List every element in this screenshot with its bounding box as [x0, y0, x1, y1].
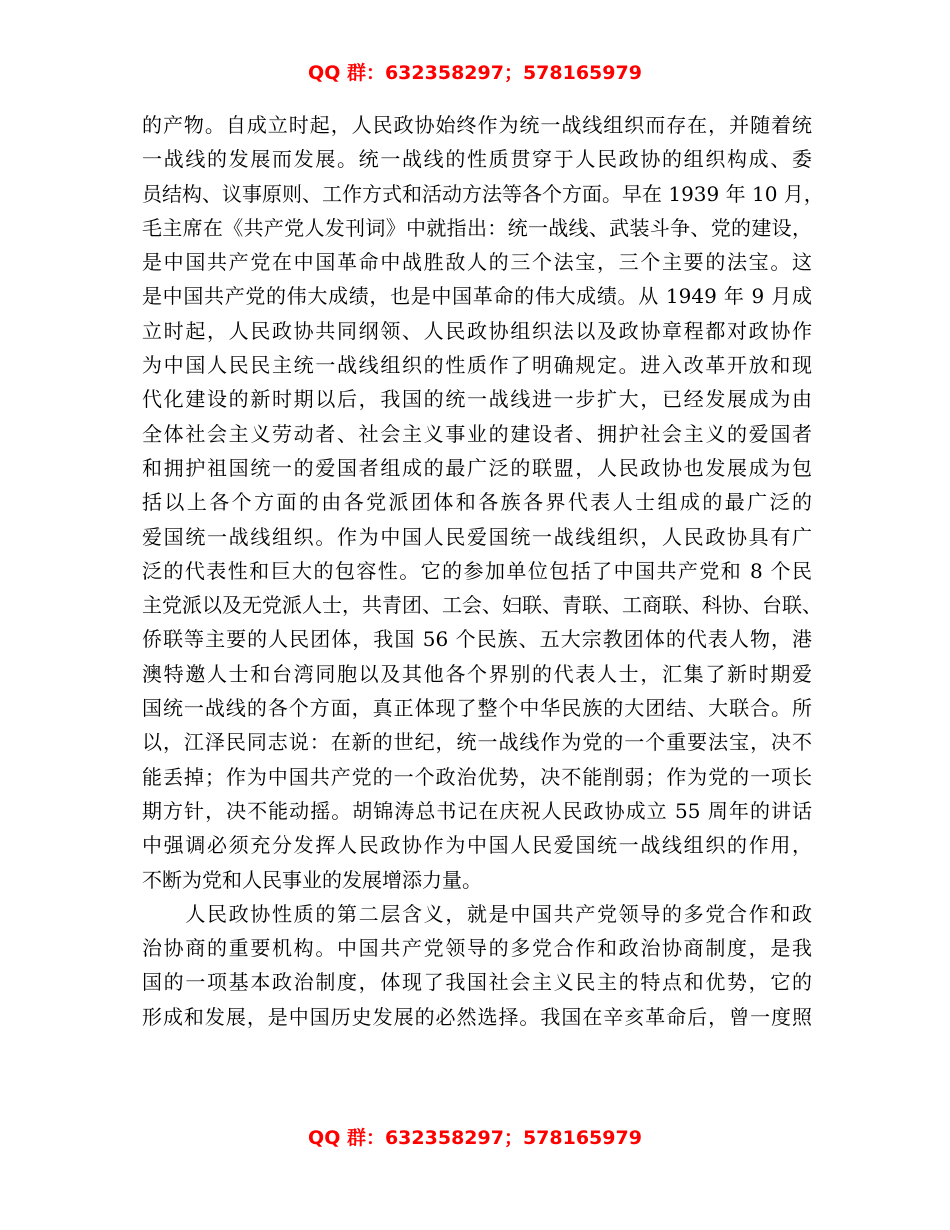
- text-line: 国的一项基本政治制度，体现了我国社会主义民主的特点和优势，它的: [142, 970, 812, 995]
- text-line: 毛主席在《共产党人发刊词》中就指出：统一战线、武装斗争、党的建设，: [142, 215, 812, 240]
- body-text: [142, 108, 824, 1034]
- text-line: 侨联等主要的人民团体，我国 56 个民族、五大宗教团体的代表人物，港: [142, 627, 812, 652]
- text-line: 立时起，人民政协共同纲领、人民政协组织法以及政协章程都对政协作: [142, 318, 812, 343]
- text-line: 是中国共产党的伟大成绩，也是中国革命的伟大成绩。从 1949 年 9 月成: [142, 284, 812, 309]
- text-line: 括以上各个方面的由各党派团体和各族各界代表人士组成的最广泛的: [142, 490, 812, 515]
- header-watermark: QQ 群：632358297；578165979: [308, 62, 642, 84]
- text-line: 人民政协性质的第二层含义，就是中国共产党领导的多党合作和政: [142, 901, 812, 926]
- paragraph-1: [142, 108, 824, 897]
- text-line: 的产物。自成立时起，人民政协始终作为统一战线组织而存在，并随着统: [142, 113, 812, 137]
- text-line: 澳特邀人士和台湾同胞以及其他各个界别的代表人士，汇集了新时期爱: [142, 661, 812, 686]
- text-line: 代化建设的新时期以后，我国的统一战线进一步扩大，已经发展成为由: [142, 387, 812, 412]
- text-line: 和拥护祖国统一的爱国者组成的最广泛的联盟，人民政协也发展成为包: [142, 455, 812, 480]
- text-line: 中强调必须充分发挥人民政协作为中国人民爱国统一战线组织的作用，: [142, 833, 812, 858]
- text-line: 期方针，决不能动摇。胡锦涛总书记在庆祝人民政协成立 55 周年的讲话: [142, 798, 812, 823]
- text-line: 形成和发展，是中国历史发展的必然选择。我国在辛亥革命后，曾一度照: [142, 1004, 812, 1029]
- text-line: 国统一战线的各个方面，真正体现了整个中华民族的大团结、大联合。所: [142, 696, 812, 721]
- text-line: 以，江泽民同志说：在新的世纪，统一战线作为党的一个重要法宝，决不: [142, 730, 812, 755]
- text-line: 为中国人民民主统一战线组织的性质作了明确规定。进入改革开放和现: [142, 353, 812, 378]
- text-line: 治协商的重要机构。中国共产党领导的多党合作和政治协商制度，是我: [142, 936, 812, 961]
- text-line: 员结构、议事原则、工作方式和活动方法等各个方面。早在 1939 年 10 月，: [142, 181, 824, 206]
- text-line: 能丢掉；作为中国共产党的一个政治优势，决不能削弱；作为党的一项长: [142, 764, 812, 789]
- paragraph-2: [142, 897, 812, 1034]
- text-line: 泛的代表性和巨大的包容性。它的参加单位包括了中国共产党和 8 个民: [142, 558, 812, 583]
- text-line: 爱国统一战线组织。作为中国人民爱国统一战线组织，人民政协具有广: [142, 524, 812, 549]
- text-line: 一战线的发展而发展。统一战线的性质贯穿于人民政协的组织构成、委: [142, 147, 812, 172]
- text-line: 是中国共产党在中国革命中战胜敌人的三个法宝，三个主要的法宝。这: [142, 250, 812, 275]
- text-line: 全体社会主义劳动者、社会主义事业的建设者、拥护社会主义的爱国者: [142, 421, 812, 446]
- footer-watermark: QQ 群：632358297；578165979: [308, 1127, 642, 1149]
- text-line: 主党派以及无党派人士，共青团、工会、妇联、青联、工商联、科协、台联、: [142, 593, 822, 618]
- text-line: 不断为党和人民事业的发展增添力量。: [142, 867, 482, 892]
